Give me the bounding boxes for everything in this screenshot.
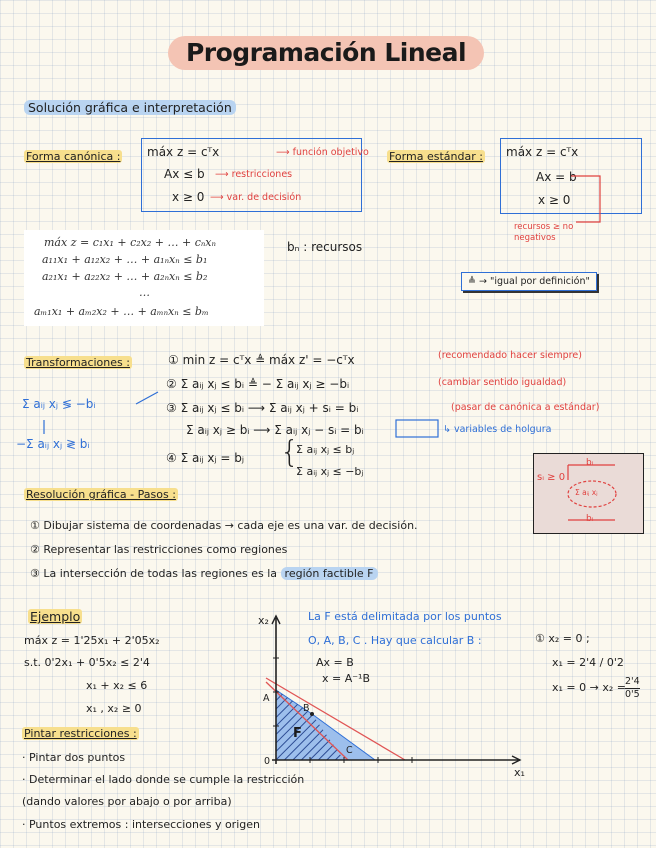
blue-note-2: O, A, B, C . Hay que calcular B : (308, 634, 482, 647)
note-recursos: recursos ≥ no negativos (514, 222, 574, 243)
note-restricciones: ⟶ restricciones (215, 169, 293, 180)
standard-line-2: Ax = b (536, 170, 577, 184)
transform-note-1: (recomendado hacer siempre) (438, 350, 582, 361)
example-constraint-1: s.t. 0'2x₁ + 0'5x₂ ≤ 2'4 (24, 656, 150, 669)
definition-box: ≜ → "igual por definición" (461, 272, 597, 291)
step-2: ② Representar las restricciones como regiones (30, 543, 288, 556)
blue-note-1: La F está delimitada por los puntos (308, 610, 502, 623)
page-title: Programación Lineal (168, 36, 484, 70)
example-heading: Ejemplo (30, 609, 81, 624)
figure-label-bi-bottom: bᵢ (586, 514, 594, 524)
transformations-heading: Transformaciones : (26, 356, 130, 369)
figure-label-s: sᵢ ≥ 0 (537, 472, 566, 483)
standard-line-3: x ≥ 0 (538, 193, 571, 207)
figure-label-sum: Σ aᵢⱼ xⱼ (575, 488, 598, 497)
math-line-m: aₘ₁x₁ + aₘ₂x₂ + … + aₘₙxₙ ≤ bₘ (34, 305, 209, 318)
standard-label: Forma estándar : (389, 150, 483, 163)
pintar-item-4: · Puntos extremos : intersecciones y origen (22, 818, 260, 831)
holgura-drawing (568, 465, 616, 520)
transform-item-1: ① min z = cᵀx ≜ máx z' = −cᵀx (168, 353, 355, 367)
graph-label-x2: x₂ (258, 614, 269, 627)
graph-label-x1: x₁ (514, 766, 525, 779)
brace-line-2: Σ aᵢⱼ xⱼ ≤ −bⱼ (296, 465, 364, 478)
example-constraint-2: x₁ + x₂ ≤ 6 (86, 679, 148, 692)
calc-2: x = A⁻¹B (322, 672, 371, 685)
graph-label-A: A (263, 693, 270, 704)
graph-label-O: 0 (264, 756, 271, 767)
math-line-1: a₁₁x₁ + a₁₂x₂ + … + a₁ₙxₙ ≤ b₁ (42, 253, 208, 266)
math-line-2: a₂₁x₁ + a₂₂x₂ + … + a₂ₙxₙ ≤ b₂ (42, 270, 208, 283)
figure-label-bi-top: bᵢ (586, 458, 594, 468)
canonical-line-2: Ax ≤ b (164, 167, 205, 181)
step-1: ① Dibujar sistema de coordenadas → cada eje es una var. de decisión. (30, 519, 418, 532)
fraction-den: 0'5 (625, 689, 640, 700)
steps-heading: Resolución gráfica - Pasos : (26, 488, 176, 501)
example-graph (266, 616, 520, 764)
pintar-item-2: · Determinar el lado donde se cumple la restricción (22, 773, 305, 786)
math-line-objective: máx z = c₁x₁ + c₂x₂ + … + cₙxₙ (44, 236, 216, 249)
step-3: ③ La intersección de todas las regiones es la región factible F (30, 567, 378, 580)
graph-label-B: B (303, 703, 310, 714)
transform-note-3: (pasar de canónica a estándar) (451, 402, 600, 413)
example-objective: máx z = 1'25x₁ + 2'05x₂ (24, 634, 160, 647)
standard-arrow (571, 176, 600, 222)
example-constraint-3: x₁ , x₂ ≥ 0 (86, 702, 142, 715)
section-heading-solucion: Solución gráfica e interpretación (24, 100, 236, 115)
transform-note-4: ↳ variables de holgura (443, 424, 552, 435)
side-arrow (136, 392, 158, 404)
right-calc-2: x₁ = 2'4 / 0'2 (552, 656, 624, 669)
math-line-dots: … (139, 286, 150, 299)
canonical-line-1: máx z = cᵀx (147, 145, 220, 159)
note-funcion-objetivo: ⟶ función objetivo (276, 147, 369, 158)
canonical-line-3: x ≥ 0 (172, 190, 205, 204)
transform-item-4: ④ Σ aᵢⱼ xⱼ = bⱼ (166, 451, 244, 465)
pintar-item-1: · Pintar dos puntos (22, 751, 126, 764)
fraction-num: 2'4 (625, 676, 640, 687)
note-var-decision: ⟶ var. de decisión (210, 192, 302, 203)
brace: { (280, 435, 300, 470)
pintar-heading: Pintar restricciones : (24, 727, 137, 740)
bn-note: bₙ : recursos (287, 240, 363, 254)
side-note-1: Σ aᵢⱼ xⱼ ≶ −bᵢ (22, 397, 96, 411)
right-calc-3: x₁ = 0 → x₂ = (552, 681, 626, 694)
calc-1: Ax = B (316, 656, 354, 669)
transform-item-3: ③ Σ aᵢⱼ xⱼ ≤ bᵢ ⟶ Σ aᵢⱼ xⱼ + sᵢ = bᵢ (166, 401, 359, 415)
graph-label-F: F (293, 726, 302, 741)
canonical-label: Forma canónica : (26, 150, 121, 163)
right-calc-1: ① x₂ = 0 ; (535, 632, 590, 645)
transform-item-3b: Σ aᵢⱼ xⱼ ≥ bᵢ ⟶ Σ aᵢⱼ xⱼ − sᵢ = bᵢ (186, 423, 364, 437)
brace-line-1: Σ aᵢⱼ xⱼ ≤ bⱼ (296, 443, 355, 456)
transform-note-2: (cambiar sentido igualdad) (438, 377, 567, 388)
pintar-item-3: (dando valores por abajo o por arriba) (22, 795, 232, 808)
holgura-box (396, 420, 438, 437)
graph-label-C: C (346, 745, 353, 756)
transform-item-2: ② Σ aᵢⱼ xⱼ ≤ bᵢ ≜ − Σ aᵢⱼ xⱼ ≥ −bᵢ (166, 377, 350, 391)
side-note-2: −Σ aᵢⱼ xⱼ ≷ bᵢ (16, 437, 90, 451)
standard-line-1: máx z = cᵀx (506, 145, 579, 159)
